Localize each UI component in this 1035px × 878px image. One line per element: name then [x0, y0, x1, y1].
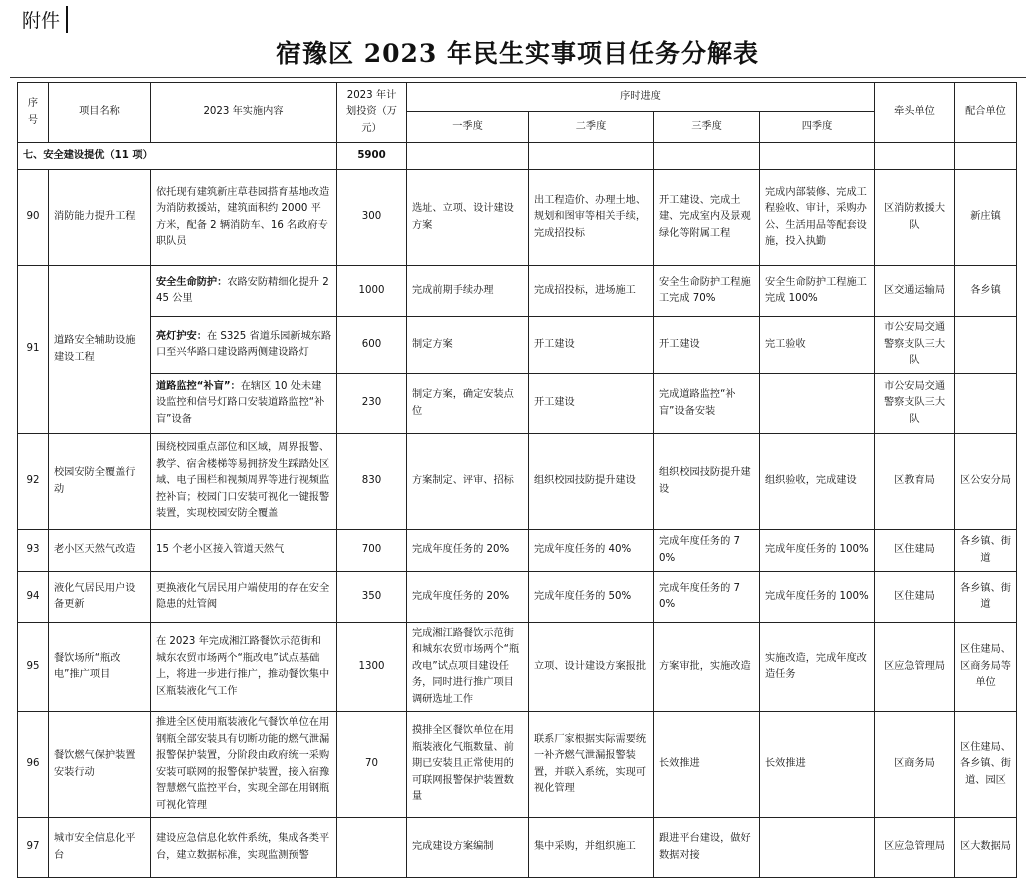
row-q4: 完成年度任务的 100%: [760, 572, 875, 623]
row-q3: 完成年度任务的 70%: [654, 530, 760, 572]
row-content: [151, 374, 337, 434]
header-seq: 序号: [18, 83, 49, 143]
row-seq: 95: [18, 623, 49, 712]
row-q3: 跟进平台建设，做好数据对接: [654, 818, 760, 878]
row-coop: 区住建局、区商务局等单位: [955, 623, 1017, 712]
row-q3: 完成道路监控“补盲”设备安装: [654, 374, 760, 434]
content-text: 在 S325 省道乐园新城东路口至兴华路口建设路两侧建设路灯: [156, 330, 332, 358]
header-q4: 四季度: [760, 112, 875, 143]
table-row: [18, 572, 1017, 623]
header-q3: 三季度: [654, 112, 760, 143]
table-row: [18, 434, 1017, 530]
header-lead: 牵头单位: [875, 83, 955, 143]
table-row: [18, 266, 1017, 317]
row-q1: 方案制定、评审、招标: [407, 434, 529, 530]
row-q4: 完成年度任务的 100%: [760, 530, 875, 572]
row-content: 更换液化气居民用户端使用的存在安全隐患的灶管阀: [151, 572, 337, 623]
row-q1: 完成年度任务的 20%: [407, 572, 529, 623]
row-q2: 立项、设计建设方案报批: [529, 623, 654, 712]
row-content: [151, 266, 337, 317]
row-coop: 各乡镇: [955, 266, 1017, 317]
row-q2: 出工程造价、办理土地、规划和图审等相关手续，完成招投标: [529, 170, 654, 266]
row-q2: 完成招投标，进场施工: [529, 266, 654, 317]
row-lead: 区教育局: [875, 434, 955, 530]
annex-label: 附件: [22, 10, 61, 32]
content-keyword: 道路监控“补盲”：: [156, 380, 241, 392]
row-lead: 区交通运输局: [875, 266, 955, 317]
row-q3: 完成年度任务的 70%: [654, 572, 760, 623]
top-rule: [10, 77, 1026, 78]
header-content: 2023 年实施内容: [151, 83, 337, 143]
row-content: 15 个老小区接入管道天然气: [151, 530, 337, 572]
row-q2: 组织校园技防提升建设: [529, 434, 654, 530]
row-content: 依托现有建筑新庄草巷园搭育基地改造为消防救援站，建筑面积约 2000 平方米，配备 2 辆消防车、16 名政府专职队员: [151, 170, 337, 266]
row-invest: 350: [337, 572, 407, 623]
row-q4: [760, 374, 875, 434]
row-coop: 各乡镇、街道: [955, 530, 1017, 572]
row-q2: 集中采购，并组织施工: [529, 818, 654, 878]
row-name: 餐饮场所“瓶改电”推广项目: [49, 623, 151, 712]
content-text: 农路安防精细化提升 245 公里: [156, 276, 329, 304]
section-row: [18, 143, 1017, 170]
row-seq: 90: [18, 170, 49, 266]
header-q2: 二季度: [529, 112, 654, 143]
row-q2: 联系厂家根据实际需要统一补齐燃气泄漏报警装置，并联入系统，实现可视化管理: [529, 712, 654, 818]
row-q4: 完成内部装修、完成工程验收、审计，采购办公、生活用品等配套设施，投入执勤: [760, 170, 875, 266]
row-q4: 组织验收，完成建设: [760, 434, 875, 530]
row-lead: 区应急管理局: [875, 818, 955, 878]
row-q4: 完工验收: [760, 317, 875, 374]
row-name: 道路安全辅助设施建设工程: [49, 266, 151, 434]
row-q1: 制定方案，确定安装点位: [407, 374, 529, 434]
row-lead: 市公安局交通警察支队三大队: [875, 317, 955, 374]
row-lead: 区应急管理局: [875, 623, 955, 712]
header-name: 项目名称: [49, 83, 151, 143]
row-seq: 92: [18, 434, 49, 530]
document-title: 宿豫区 2023 年民生实事项目任务分解表: [276, 39, 759, 68]
row-lead: 区住建局: [875, 530, 955, 572]
row-q2: 完成年度任务的 50%: [529, 572, 654, 623]
table-row: [18, 170, 1017, 266]
row-name: 消防能力提升工程: [49, 170, 151, 266]
row-seq: 94: [18, 572, 49, 623]
row-q2: 完成年度任务的 40%: [529, 530, 654, 572]
header-row-1: [18, 83, 1017, 112]
row-coop: 区公安分局: [955, 434, 1017, 530]
section-invest: 5900: [337, 143, 407, 170]
row-invest: 600: [337, 317, 407, 374]
header-invest: 2023 年计划投资（万元）: [337, 83, 407, 143]
table-row: [18, 818, 1017, 878]
row-q4: 安全生命防护工程施工完成 100%: [760, 266, 875, 317]
row-name: 餐饮燃气保护装置安装行动: [49, 712, 151, 818]
row-content: 在 2023 年完成湘江路餐饮示范街和城东农贸市场两个“瓶改电”试点基础上，将进一步进行推广，推动餐饮集中区瓶装液化气工作: [151, 623, 337, 712]
table-row: [18, 530, 1017, 572]
row-seq: 91: [18, 266, 49, 434]
content-keyword: 亮灯护安：: [156, 330, 207, 342]
row-q3: 安全生命防护工程施工完成 70%: [654, 266, 760, 317]
table-row: [18, 712, 1017, 818]
row-name: 城市安全信息化平台: [49, 818, 151, 878]
row-invest: 830: [337, 434, 407, 530]
text-cursor: [66, 6, 68, 33]
row-q3: 组织校园技防提升建设: [654, 434, 760, 530]
table-row: [18, 317, 1017, 374]
header-q1: 一季度: [407, 112, 529, 143]
row-q4: [760, 818, 875, 878]
row-coop: [955, 317, 1017, 374]
row-name: 老小区天然气改造: [49, 530, 151, 572]
row-coop: 区住建局、各乡镇、街道、园区: [955, 712, 1017, 818]
row-q1: 完成前期手续办理: [407, 266, 529, 317]
row-q1: 制定方案: [407, 317, 529, 374]
row-content: [151, 317, 337, 374]
table-row: [18, 623, 1017, 712]
content-keyword: 安全生命防护：: [156, 276, 228, 288]
section-label: 七、安全建设提优（11 项）: [18, 143, 337, 170]
content-text: 在辖区 10 处未建设监控和信号灯路口安装道路监控“补盲”设备: [156, 380, 325, 425]
row-q2: 开工建设: [529, 317, 654, 374]
row-invest: 300: [337, 170, 407, 266]
row-q1: 完成湘江路餐饮示范街和城东农贸市场两个“瓶改电”试点项目建设任务，同时进行推广项目调研选址工作: [407, 623, 529, 712]
row-coop: 区大数据局: [955, 818, 1017, 878]
task-table: [17, 82, 1017, 878]
table-row: [18, 374, 1017, 434]
row-name: 校园安防全覆盖行动: [49, 434, 151, 530]
row-q3: 开工建设、完成土建、完成室内及景观绿化等附属工程: [654, 170, 760, 266]
row-coop: 新庄镇: [955, 170, 1017, 266]
row-invest: 230: [337, 374, 407, 434]
row-q1: 摸排全区餐饮单位在用瓶装液化气瓶数量、前期已安装且正常使用的可联网报警保护装置数量: [407, 712, 529, 818]
row-invest: 700: [337, 530, 407, 572]
row-q1: 选址、立项、设计建设方案: [407, 170, 529, 266]
row-q3: 开工建设: [654, 317, 760, 374]
row-coop: 各乡镇、街道: [955, 572, 1017, 623]
row-q3: 长效推进: [654, 712, 760, 818]
row-content: 围绕校园重点部位和区域，周界报警、教学、宿舍楼梯等易拥挤发生踩踏处区域、电子围栏和视频周界等进行视频监控补盲；校园门口安装可视化一键报警装置，实现校园安防全覆盖: [151, 434, 337, 530]
row-invest: 70: [337, 712, 407, 818]
row-q4: 长效推进: [760, 712, 875, 818]
row-q1: 完成年度任务的 20%: [407, 530, 529, 572]
row-seq: 96: [18, 712, 49, 818]
row-q1: 完成建设方案编制: [407, 818, 529, 878]
row-content: 推进全区使用瓶装液化气餐饮单位在用钢瓶全部安装具有切断功能的燃气泄漏报警保护装置，分阶段由政府统一采购安装可联网的报警保护装置，接入宿豫智慧燃气监控平台，实现全部在用钢瓶可视化管理: [151, 712, 337, 818]
row-seq: 97: [18, 818, 49, 878]
row-q3: 方案审批，实施改造: [654, 623, 760, 712]
row-lead: 市公安局交通警察支队三大队: [875, 374, 955, 434]
header-progress: 序时进度: [407, 83, 875, 112]
row-coop: [955, 374, 1017, 434]
header-coop: 配合单位: [955, 83, 1017, 143]
row-invest: 1300: [337, 623, 407, 712]
row-seq: 93: [18, 530, 49, 572]
row-invest: [337, 818, 407, 878]
row-q4: 实施改造，完成年度改造任务: [760, 623, 875, 712]
row-lead: 区商务局: [875, 712, 955, 818]
row-content: 建设应急信息化软件系统，集成各类平台，建立数据标准，实现监测预警: [151, 818, 337, 878]
row-q2: 开工建设: [529, 374, 654, 434]
row-lead: 区住建局: [875, 572, 955, 623]
row-invest: 1000: [337, 266, 407, 317]
row-lead: 区消防救援大队: [875, 170, 955, 266]
row-name: 液化气居民用户设备更新: [49, 572, 151, 623]
